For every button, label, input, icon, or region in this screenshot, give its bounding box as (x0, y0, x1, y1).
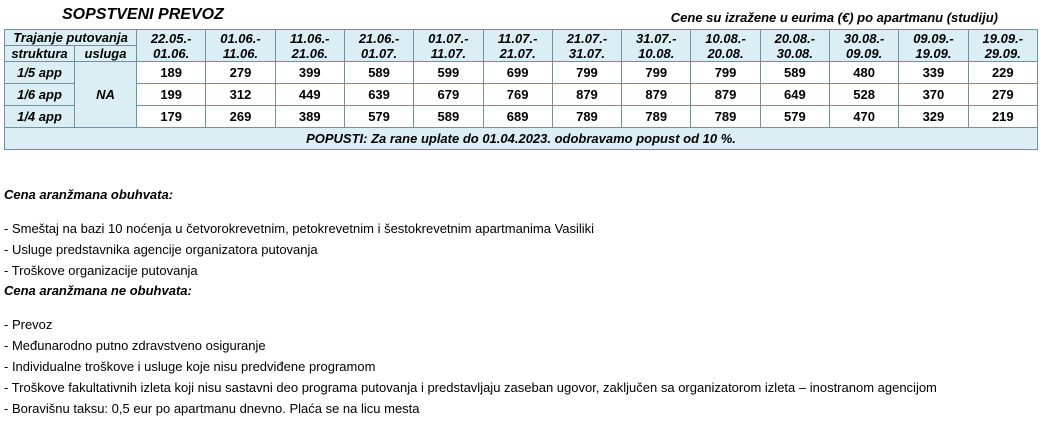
price-cell: 279 (206, 62, 275, 84)
list-item: - Međunarodno putno zdravstveno osiguranje (4, 338, 266, 353)
period-header: 09.09.- 19.09. (899, 30, 968, 62)
list-item: - Troškove fakultativnih izleta koji nisu sastavni deo programa putovanja i predstavljaju zaseban ugovor, zaključen sa organizatorom izleta – inostranom agencijom (4, 380, 937, 395)
price-table (4, 29, 1038, 150)
price-cell: 389 (275, 106, 344, 128)
period-header: 01.06.- 11.06. (206, 30, 275, 62)
price-cell: 689 (483, 106, 552, 128)
trajanje-header: Trajanje putovanja (5, 30, 137, 46)
price-table-body (5, 30, 1038, 150)
list-item: - Smeštaj na bazi 10 noćenja u četvorokrevetnim, petokrevetnim i šestokrevetnim apartmanima Vasiliki (4, 221, 595, 236)
price-cell: 189 (137, 62, 206, 84)
price-cell: 799 (552, 62, 621, 84)
list-item: - Prevoz (4, 317, 53, 332)
list-item: - Troškove organizacije putovanja (4, 263, 198, 278)
price-cell: 589 (760, 62, 829, 84)
list-item: - Individualne troškove i usluge koje nisu predviđene programom (4, 359, 376, 374)
price-cell: 799 (622, 62, 691, 84)
price-cell: 879 (622, 84, 691, 106)
price-cell: 789 (691, 106, 760, 128)
page-title: SOPSTVENI PREVOZ (62, 6, 224, 23)
price-cell: 199 (137, 84, 206, 106)
period-header: 11.07.- 21.07. (483, 30, 552, 62)
usluga-value: NA (75, 62, 137, 128)
price-cell: 769 (483, 84, 552, 106)
price-cell: 480 (829, 62, 898, 84)
period-header: 21.07.- 31.07. (552, 30, 621, 62)
price-cell: 699 (483, 62, 552, 84)
price-cell: 879 (552, 84, 621, 106)
price-cell: 789 (552, 106, 621, 128)
discount-note: POPUSTI: Za rane uplate do 01.04.2023. odobravamo popust od 10 %. (5, 128, 1038, 150)
list-item: - Boravišnu taksu: 0,5 eur po apartmanu dnevno. Plaća se na licu mesta (4, 401, 420, 416)
price-cell: 799 (691, 62, 760, 84)
price-cell: 312 (206, 84, 275, 106)
period-header: 21.06.- 01.07. (344, 30, 413, 62)
period-header: 20.08.- 30.08. (760, 30, 829, 62)
includes-heading: Cena aranžmana obuhvata: (4, 187, 174, 202)
period-header: 19.09.- 29.09. (968, 30, 1037, 62)
price-cell: 449 (275, 84, 344, 106)
price-cell: 579 (344, 106, 413, 128)
period-header: 01.07.- 11.07. (414, 30, 483, 62)
period-header: 22.05.- 01.06. (137, 30, 206, 62)
list-item: - Usluge predstavnika agencije organizatora putovanja (4, 242, 318, 257)
price-cell: 370 (899, 84, 968, 106)
excludes-heading: Cena aranžmana ne obuhvata: (4, 283, 192, 298)
price-cell: 269 (206, 106, 275, 128)
row-label: 1/5 app (5, 62, 75, 84)
price-cell: 229 (968, 62, 1037, 84)
price-cell: 579 (760, 106, 829, 128)
price-cell: 599 (414, 62, 483, 84)
header-row-1 (5, 30, 1038, 46)
price-cell: 649 (760, 84, 829, 106)
promo-row (5, 128, 1038, 150)
price-cell: 589 (414, 106, 483, 128)
period-header: 10.08.- 20.08. (691, 30, 760, 62)
price-cell: 789 (622, 106, 691, 128)
price-cell: 470 (829, 106, 898, 128)
price-cell: 589 (344, 62, 413, 84)
price-cell: 219 (968, 106, 1037, 128)
price-cell: 639 (344, 84, 413, 106)
price-cell: 329 (899, 106, 968, 128)
row-label: 1/6 app (5, 84, 75, 106)
usluga-header: usluga (75, 46, 137, 62)
table-row (5, 106, 1038, 128)
period-header: 11.06.- 21.06. (275, 30, 344, 62)
table-row (5, 62, 1038, 84)
currency-note: Cene su izražene u eurima (€) po apartmanu (studiju) (670, 10, 998, 25)
price-cell: 179 (137, 106, 206, 128)
price-cell: 679 (414, 84, 483, 106)
period-header: 31.07.- 10.08. (622, 30, 691, 62)
price-cell: 879 (691, 84, 760, 106)
price-cell: 279 (968, 84, 1037, 106)
price-cell: 399 (275, 62, 344, 84)
period-header: 30.08.- 09.09. (829, 30, 898, 62)
price-cell: 528 (829, 84, 898, 106)
price-cell: 339 (899, 62, 968, 84)
table-row (5, 84, 1038, 106)
struktura-header: struktura (5, 46, 75, 62)
row-label: 1/4 app (5, 106, 75, 128)
